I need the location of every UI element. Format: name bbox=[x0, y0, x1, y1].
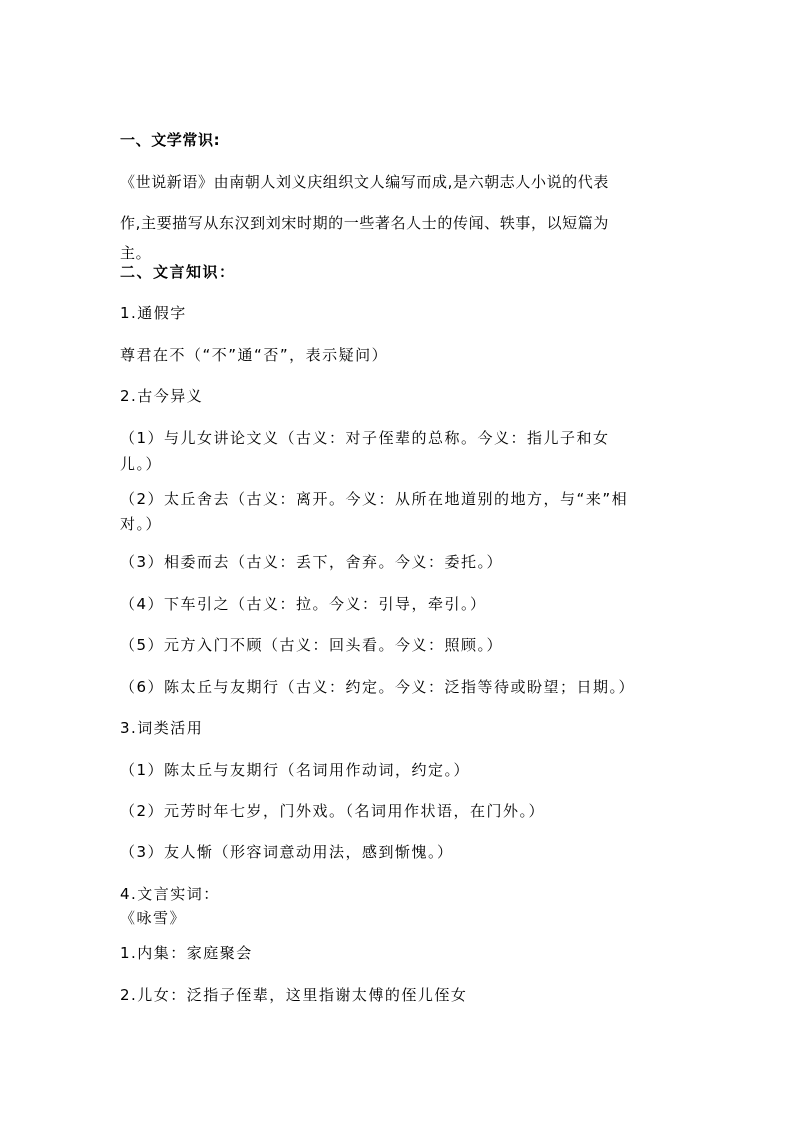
heading-classical-chinese: 二、文言知识： bbox=[120, 263, 236, 281]
shici-item-2: 2.儿女：泛指子侄辈，这里指谢太傅的侄儿侄女 bbox=[120, 986, 468, 1004]
gujin-item-1-line-1: （1）与儿女讲论文义（古义：对子侄辈的总称。今义：指儿子和女 bbox=[120, 429, 610, 447]
gujin-item-5: （5）元方入门不顾（古义：回头看。今义：照顾。） bbox=[120, 636, 504, 654]
section-title-wenyan-shici: 4.文言实词： bbox=[120, 885, 220, 903]
gujin-item-4: （4）下车引之（古义：拉。今义：引导，牵引。） bbox=[120, 595, 487, 613]
heading-literary-knowledge: 一、文学常识: bbox=[120, 131, 221, 149]
gujin-item-2-line-1: （2）太丘舍去（古义：离开。今义：从所在地道别的地方，与“来”相 bbox=[120, 490, 629, 508]
intro-line-3: 主。 bbox=[120, 244, 152, 262]
gujin-item-1-line-2: 儿。） bbox=[120, 455, 163, 473]
cilei-item-1: （1）陈太丘与友期行（名词用作动词，约定。） bbox=[120, 761, 471, 779]
cilei-item-3: （3）友人惭（形容词意动用法，感到惭愧。） bbox=[120, 843, 454, 861]
intro-line-1: 《世说新语》由南朝人刘义庆组织文人编写而成,是六朝志人小说的代表 bbox=[120, 173, 609, 191]
intro-line-2: 作,主要描写从东汉到刘宋时期的一些著名人士的传闻、轶事，以短篇为 bbox=[120, 214, 609, 232]
subtitle-yongxue: 《咏雪》 bbox=[120, 909, 187, 927]
gujin-item-3: （3）相委而去（古义：丢下，舍弃。今义：委托。） bbox=[120, 553, 504, 571]
shici-item-1: 1.内集：家庭聚会 bbox=[120, 944, 253, 962]
cilei-item-2: （2）元芳时年七岁，门外戏。（名词用作状语，在门外。） bbox=[120, 802, 546, 820]
section-title-gujin-yiyi: 2.古今异义 bbox=[120, 387, 204, 405]
gujin-item-6: （6）陈太丘与友期行（古义：约定。今义：泛指等待或盼望；日期。） bbox=[120, 678, 636, 696]
section-title-tongjiazi: 1.通假字 bbox=[120, 304, 187, 322]
tongjiazi-item: 尊君在不（“不”通“否”，表示疑问） bbox=[120, 346, 389, 364]
section-title-cilei-huoyong: 3.词类活用 bbox=[120, 719, 204, 737]
gujin-item-2-line-2: 对。） bbox=[120, 515, 163, 533]
